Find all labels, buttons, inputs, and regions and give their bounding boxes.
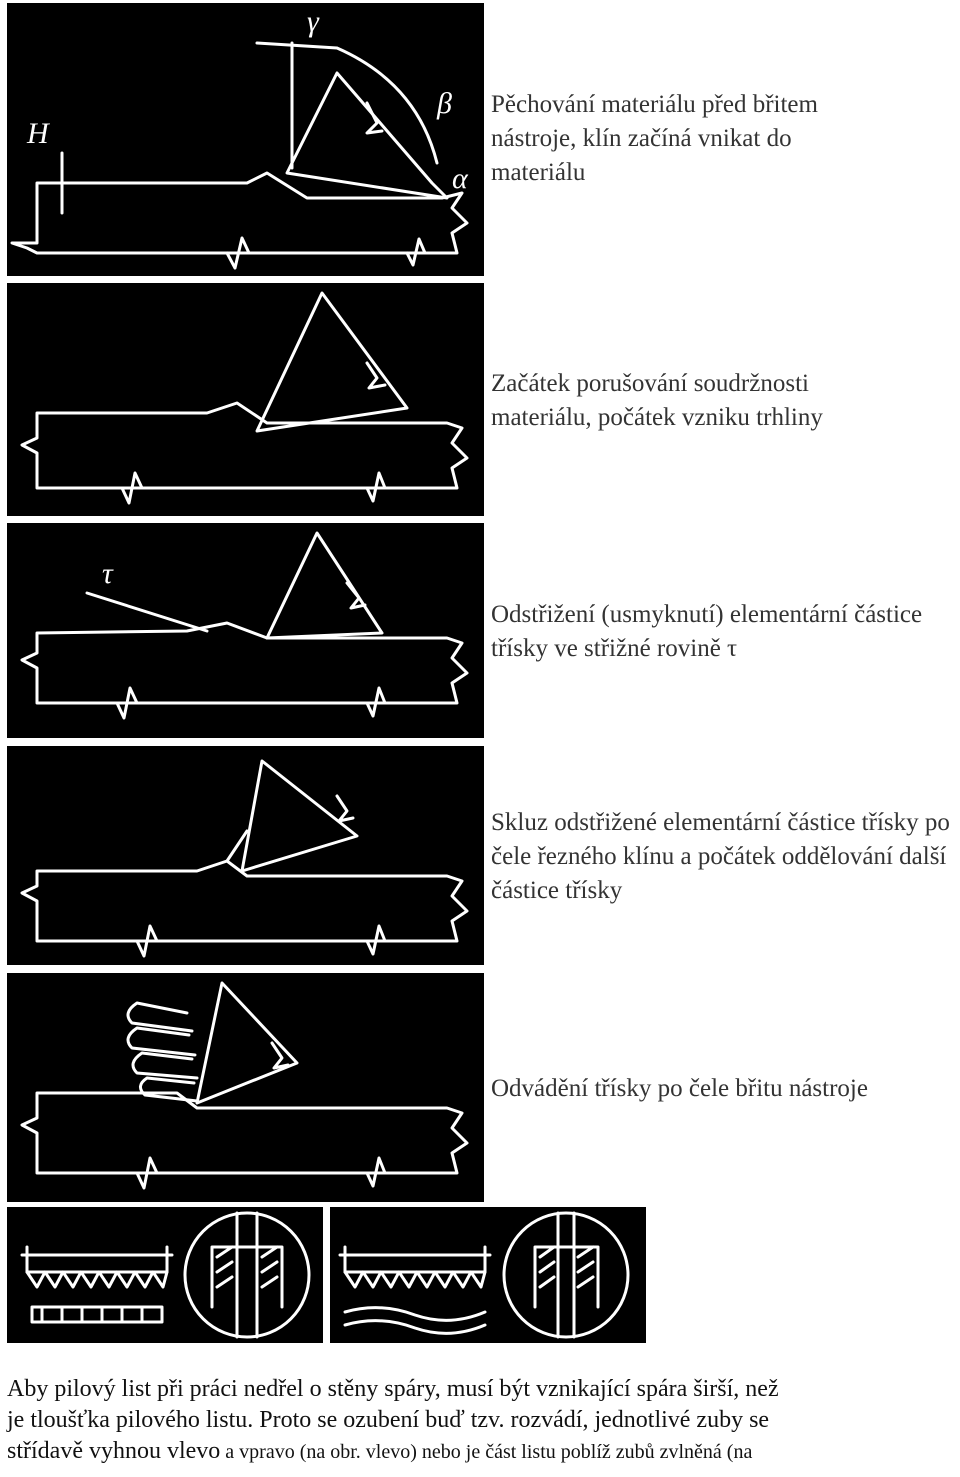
chip-slide-drawing	[7, 746, 484, 965]
saw-blade-wavy-image	[330, 1207, 646, 1343]
step-3-caption: Odstřižení (usmyknutí) elementární částice třísky ve střižné rovině τ	[491, 601, 923, 662]
chip-removal-drawing	[7, 973, 484, 1202]
tau-label: τ	[102, 557, 113, 590]
paragraph-line-1: Aby pilový list při práci nedřel o stěny spáry, musí být vznikající spára širší, než	[7, 1376, 779, 1402]
diagram-step-3	[7, 523, 484, 738]
gamma-label: γ	[307, 5, 319, 38]
alpha-label: α	[452, 162, 468, 195]
saw-blade-set-teeth-image	[7, 1207, 323, 1343]
step-5-caption: Odvádění třísky po čele břitu nástroje	[491, 1075, 868, 1102]
diagram-step-2	[7, 283, 484, 516]
step-4-caption: Skluz odstřižené elementární částice třísky po čele řezného klínu a počátek oddělování další částice třísky	[491, 809, 950, 904]
cutting-wedge-compression-drawing	[7, 3, 484, 276]
h-label: H	[27, 117, 49, 150]
paragraph-line-3-main: střídavě vyhnou vlevo	[7, 1438, 221, 1464]
saw-explanation-paragraph	[7, 1374, 960, 1468]
paragraph-line-3	[7, 1436, 960, 1468]
diagram-step-5	[7, 973, 484, 1202]
step-2-caption: Začátek porušování soudržnosti materiálu, počátek vzniku trhliny	[491, 370, 823, 431]
step-1-caption: Pěchování materiálu před břitem nástroje, klín začíná vnikat do materiálu	[491, 91, 818, 186]
crack-initiation-drawing	[7, 283, 484, 516]
paragraph-line-3-small: a vpravo (na obr. vlevo) nebo je část listu poblíž zubů zvlněná (na	[220, 1441, 753, 1463]
diagram-step-1	[7, 3, 484, 276]
beta-label: β	[437, 87, 452, 120]
paragraph-line-2: je tloušťka pilového listu. Proto se ozubení buď tzv. rozvádí, jednotlivé zuby se	[7, 1407, 770, 1433]
shear-plane-drawing	[7, 523, 484, 738]
diagram-step-4	[7, 746, 484, 965]
